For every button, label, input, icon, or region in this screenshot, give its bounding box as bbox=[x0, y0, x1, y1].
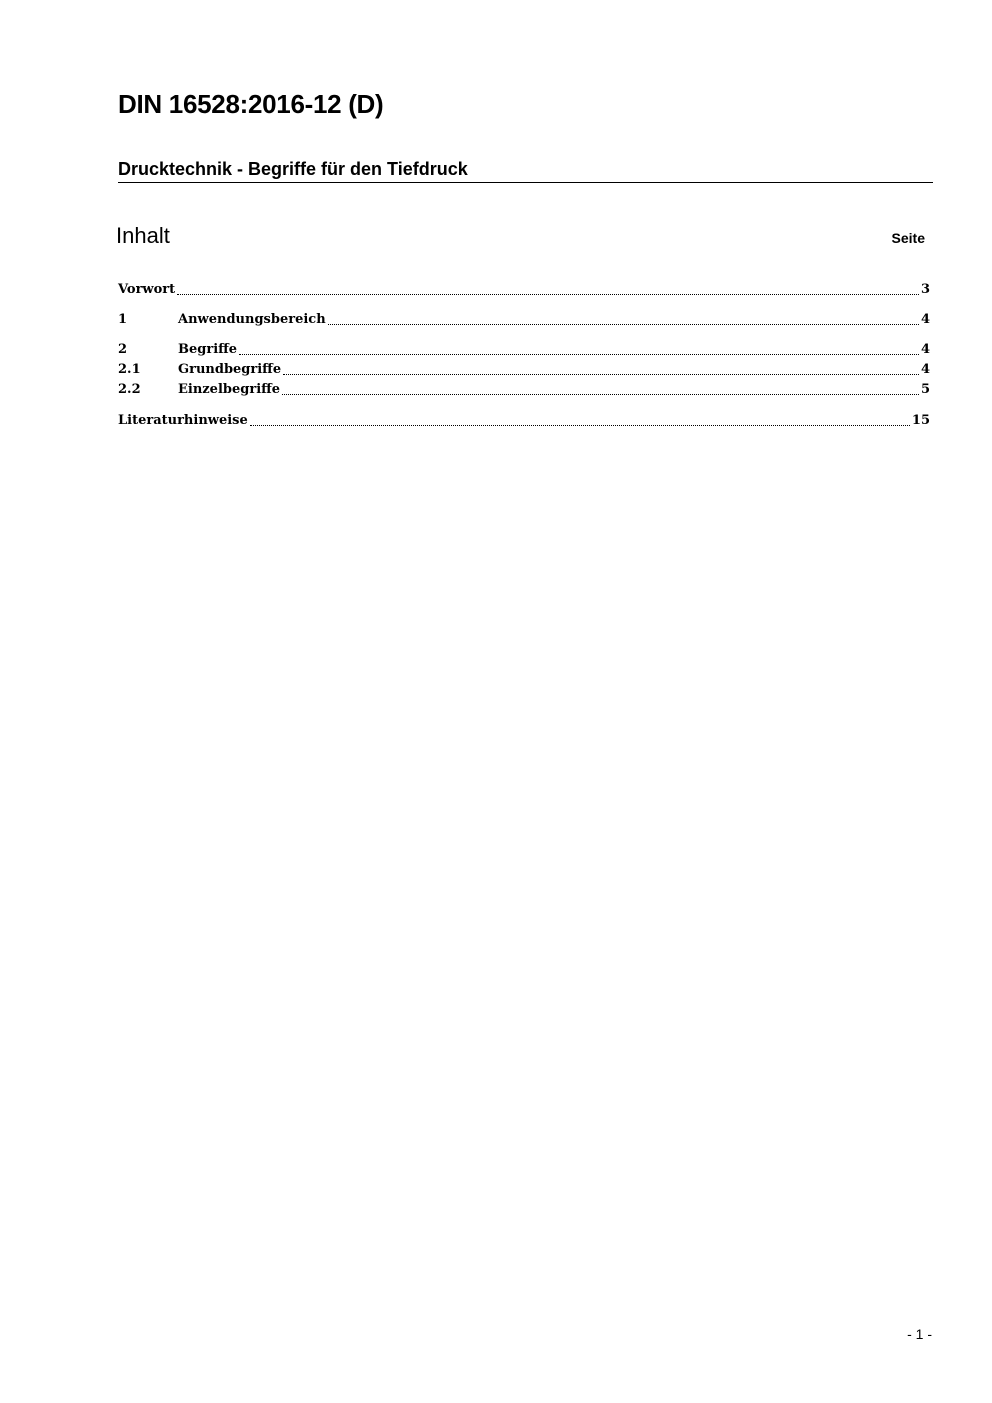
toc-entry-page: 4 bbox=[920, 342, 930, 357]
toc-entry-number: 2.1 bbox=[118, 362, 141, 377]
toc-dot-leader bbox=[328, 323, 919, 325]
toc-entry-begriffe[interactable] bbox=[118, 340, 930, 360]
toc-dot-leader bbox=[283, 373, 919, 375]
toc-entry-literaturhinweise[interactable] bbox=[118, 411, 930, 431]
document-subtitle: Drucktechnik - Begriffe für den Tiefdruck bbox=[118, 158, 933, 183]
toc-dot-leader bbox=[282, 393, 919, 395]
toc-entry-page: 15 bbox=[911, 413, 930, 428]
toc-dot-leader bbox=[250, 424, 910, 426]
toc-entry-number: 2.2 bbox=[118, 382, 141, 397]
toc-entry-page: 4 bbox=[920, 312, 930, 327]
toc-entry-page: 3 bbox=[920, 282, 930, 297]
toc-entry-title: Vorwort bbox=[118, 282, 176, 297]
toc-page-column-label: Seite bbox=[891, 230, 925, 246]
footer-page-number: - 1 - bbox=[907, 1326, 932, 1342]
toc-entry-title: Begriffe bbox=[178, 342, 238, 357]
toc-dot-leader bbox=[177, 293, 919, 295]
toc-entry-anwendungsbereich[interactable] bbox=[118, 310, 930, 330]
toc-entry-title: Grundbegriffe bbox=[178, 362, 282, 377]
toc-entry-einzelbegriffe[interactable] bbox=[118, 380, 930, 400]
toc-entry-title: Literaturhinweise bbox=[118, 413, 248, 428]
toc-entry-page: 5 bbox=[920, 382, 930, 397]
toc-entry-number: 1 bbox=[118, 312, 128, 327]
toc-entry-number: 2 bbox=[118, 342, 128, 357]
toc-entry-grundbegriffe[interactable] bbox=[118, 360, 930, 380]
toc-heading: Inhalt bbox=[116, 223, 170, 248]
toc-entry-vorwort[interactable] bbox=[118, 280, 930, 300]
toc-entry-page: 4 bbox=[920, 362, 930, 377]
toc-entry-title: Anwendungsbereich bbox=[178, 312, 326, 327]
toc-entry-title: Einzelbegriffe bbox=[178, 382, 281, 397]
document-title: DIN 16528:2016-12 (D) bbox=[118, 89, 384, 119]
toc-dot-leader bbox=[239, 353, 919, 355]
